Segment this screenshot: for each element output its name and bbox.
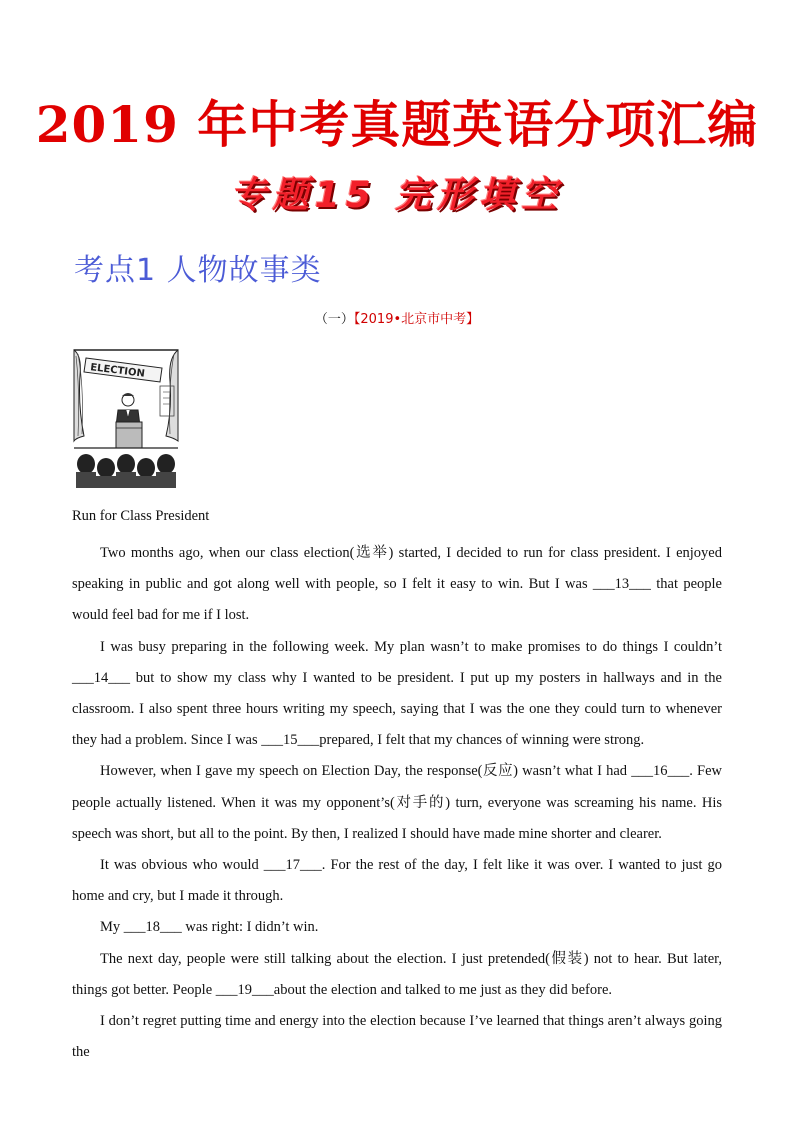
source-line — [0, 310, 794, 330]
paragraph: It was obvious who would ___17___. For the rest of the day, I felt like it was over. I wanted to just go home and cry, but I made it through. — [72, 857, 722, 905]
source-prefix: （一） — [314, 312, 354, 327]
paragraph: Two months ago, when our class election(选举) started, I decided to run for class president. I enjoyed speaking in public and got along well with people, so I felt it easy to win. But I was ___13___ that people would feel bad for me if I lost. — [72, 545, 722, 624]
document-title: 2019 年中考真题英语分项汇编 — [35, 95, 759, 154]
topic-subtitle: 专题15 完形填空 — [230, 175, 564, 216]
paragraph: I don’t regret putting time and energy into the election because I’ve learned that things aren’t always going the — [72, 1013, 722, 1061]
banner-text: ELECTION — [89, 362, 146, 380]
paragraph: My ___18___ was right: I didn’t win. — [100, 919, 319, 936]
paragraph: However, when I gave my speech on Election Day, the response(反应) wasn’t what I had ___16___. Few people actually listened. When it was my opponent’s(对手的) turn, everyone was screaming his name. His speech was short, but all to the point. By then, I realized I should have made mine shorter and clearer. — [72, 763, 722, 842]
story-title: Run for Class President — [72, 508, 210, 524]
paragraph: I was busy preparing in the following week. My plan wasn’t to make promises to do things I couldn’t ___14___ but to show my class why I wanted to be president. I put up my posters in hallways and in the classroom. I also spent three hours writing my speech, saying that I was the one they could turn to whenever they had a problem. Since I was ___15___prepared, I felt that my chances of winning were strong. — [72, 638, 722, 749]
story-body — [72, 538, 722, 1068]
election-illustration — [72, 346, 180, 488]
paragraph: The next day, people were still talking about the election. I just pretended(假装) not to hear. But later, things got better. People ___19___about the election and talked to me just as they did before. — [72, 950, 722, 998]
source-tag: 【2019•北京市中考】 — [353, 312, 480, 327]
section-heading: 考点1 人物故事类 — [74, 253, 322, 288]
